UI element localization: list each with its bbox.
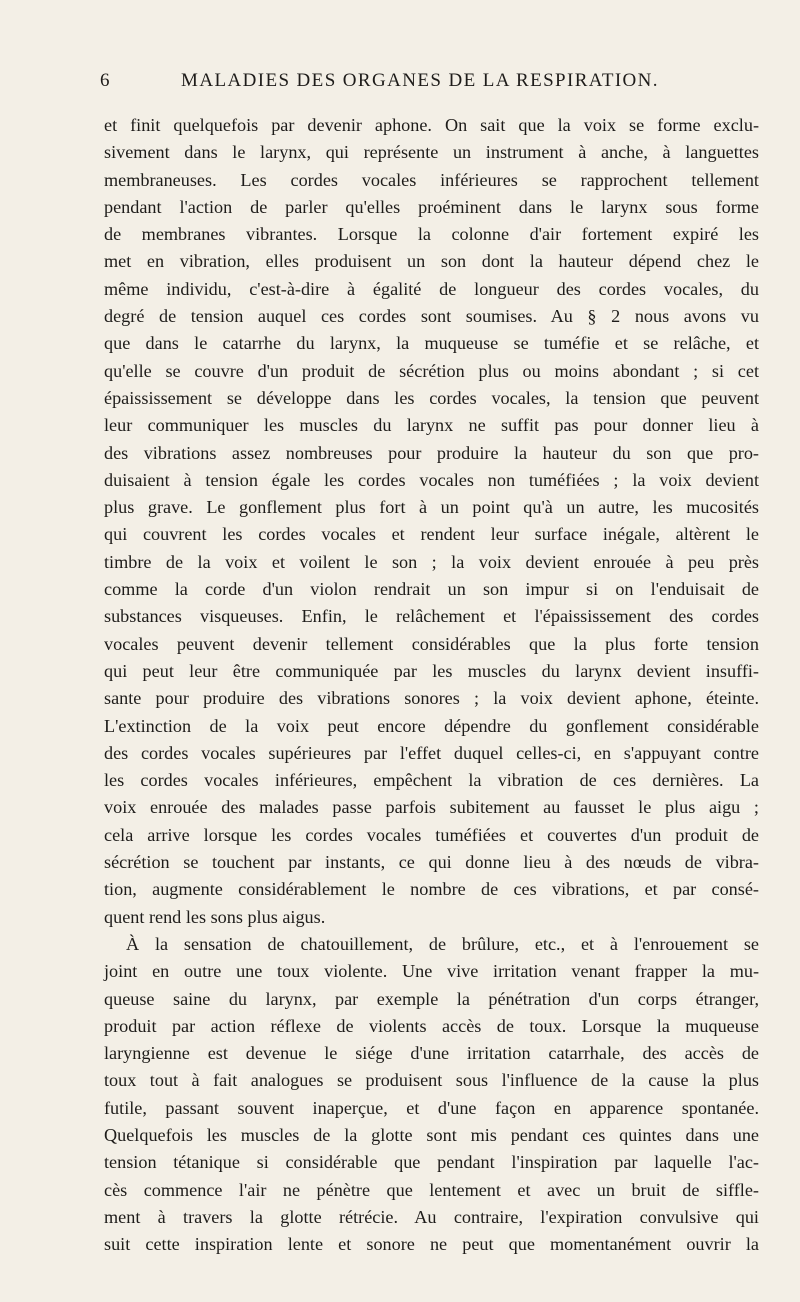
text-line: substances visqueuses. Enfin, le relâchement et l'épaississement des cordes	[104, 606, 759, 627]
text-line: que dans le catarrhe du larynx, la muqueuse se tuméfie et se relâche, et	[104, 333, 759, 354]
text-line: joint en outre une toux violente. Une vive irritation venant frapper la mu-	[104, 961, 759, 982]
text-line: épaississement se développe dans les cordes vocales, la tension que peuvent	[104, 387, 759, 408]
text-line: tension tétanique si considérable que pendant l'inspiration par laquelle l'ac-	[104, 1152, 759, 1173]
text-line: duisaient à tension égale les cordes vocales non tuméfiées ; la voix devient	[104, 469, 759, 490]
text-line: Quelquefois les muscles de la glotte sont mis pendant ces quintes dans une	[104, 1124, 759, 1145]
page-number: 6	[100, 70, 110, 91]
text-line: queuse saine du larynx, par exemple la pénétration d'un corps étranger,	[104, 988, 759, 1009]
text-line: sivement dans le larynx, qui représente un instrument à anche, à languettes	[104, 142, 759, 163]
text-line: sécrétion se touchent par instants, ce qui donne lieu à des nœuds de vibra-	[104, 852, 759, 873]
text-line: suit cette inspiration lente et sonore ne peut que momentanément ouvrir la	[104, 1234, 759, 1255]
page-title: MALADIES DES ORGANES DE LA RESPIRATION.	[181, 70, 659, 91]
text-line: les cordes vocales inférieures, empêchent la vibration de ces dernières. La	[104, 770, 759, 791]
text-line: cela arrive lorsque les cordes vocales tuméfiées et couvertes d'un produit de	[104, 824, 759, 845]
running-head	[100, 70, 740, 102]
text-line: produit par action réflexe de violents accès de toux. Lorsque la muqueuse	[104, 1015, 759, 1036]
text-line: qui couvrent les cordes vocales et rendent leur surface inégale, altèrent le	[104, 524, 759, 545]
text-line: futile, passant souvent inaperçue, et d'une façon en apparence spontanée.	[104, 1097, 759, 1118]
text-line: et finit quelquefois par devenir aphone. On sait que la voix se forme exclu-	[104, 115, 759, 135]
text-line: degré de tension auquel ces cordes sont soumises. Au § 2 nous avons vu	[104, 306, 759, 327]
text-line: laryngienne est devenue le siége d'une irritation catarrhale, des accès de	[104, 1043, 759, 1064]
text-line: met en vibration, elles produisent un son dont la hauteur dépend chez le	[104, 251, 759, 272]
text-line: de membranes vibrantes. Lorsque la colonne d'air fortement expiré les	[104, 224, 759, 245]
text-line: voix enrouée des malades passe parfois subitement au fausset le plus aigu ;	[104, 797, 759, 818]
text-line: sante pour produire des vibrations sonores ; la voix devient aphone, éteinte.	[104, 688, 759, 709]
text-line: pendant l'action de parler qu'elles proéminent dans le larynx sous forme	[104, 196, 759, 217]
text-line: toux tout à fait analogues se produisent sous l'influence de la cause la plus	[104, 1070, 759, 1091]
text-line: vocales peuvent devenir tellement considérables que la plus forte tension	[104, 633, 759, 654]
paragraph-first-line: À la sensation de chatouillement, de brûlure, etc., et à l'enrouement se	[126, 933, 759, 954]
text-line: comme la corde d'un violon rendrait un son impur si on l'enduisait de	[104, 579, 759, 600]
text-line: même individu, c'est-à-dire à égalité de longueur des cordes vocales, du	[104, 278, 759, 299]
text-line: des vibrations assez nombreuses pour produire la hauteur du son que pro-	[104, 442, 759, 463]
text-line: qui peut leur être communiquée par les muscles du larynx devient insuffi-	[104, 660, 759, 681]
text-line: plus grave. Le gonflement plus fort à un point qu'à un autre, les mucosités	[104, 497, 759, 518]
text-line: membraneuses. Les cordes vocales inférieures se rapprochent tellement	[104, 169, 759, 190]
text-line: timbre de la voix et voilent le son ; la voix devient enrouée à peu près	[104, 551, 759, 572]
text-line: leur communiquer les muscles du larynx ne suffit pas pour donner lieu à	[104, 415, 759, 436]
paragraph-last-line: quent rend les sons plus aigus.	[104, 906, 326, 927]
text-line: ment à travers la glotte rétrécie. Au contraire, l'expiration convulsive qui	[104, 1206, 759, 1227]
text-line: L'extinction de la voix peut encore dépendre du gonflement considérable	[104, 715, 759, 736]
body-text	[104, 112, 759, 1258]
text-line: cès commence l'air ne pénètre que lentement et avec un bruit de siffle-	[104, 1179, 759, 1200]
text-line: qu'elle se couvre d'un produit de sécrétion plus ou moins abondant ; si cet	[104, 360, 759, 381]
text-line: des cordes vocales supérieures par l'effet duquel celles-ci, en s'appuyant contre	[104, 742, 759, 763]
text-line: tion, augmente considérablement le nombre de ces vibrations, et par consé-	[104, 879, 759, 900]
